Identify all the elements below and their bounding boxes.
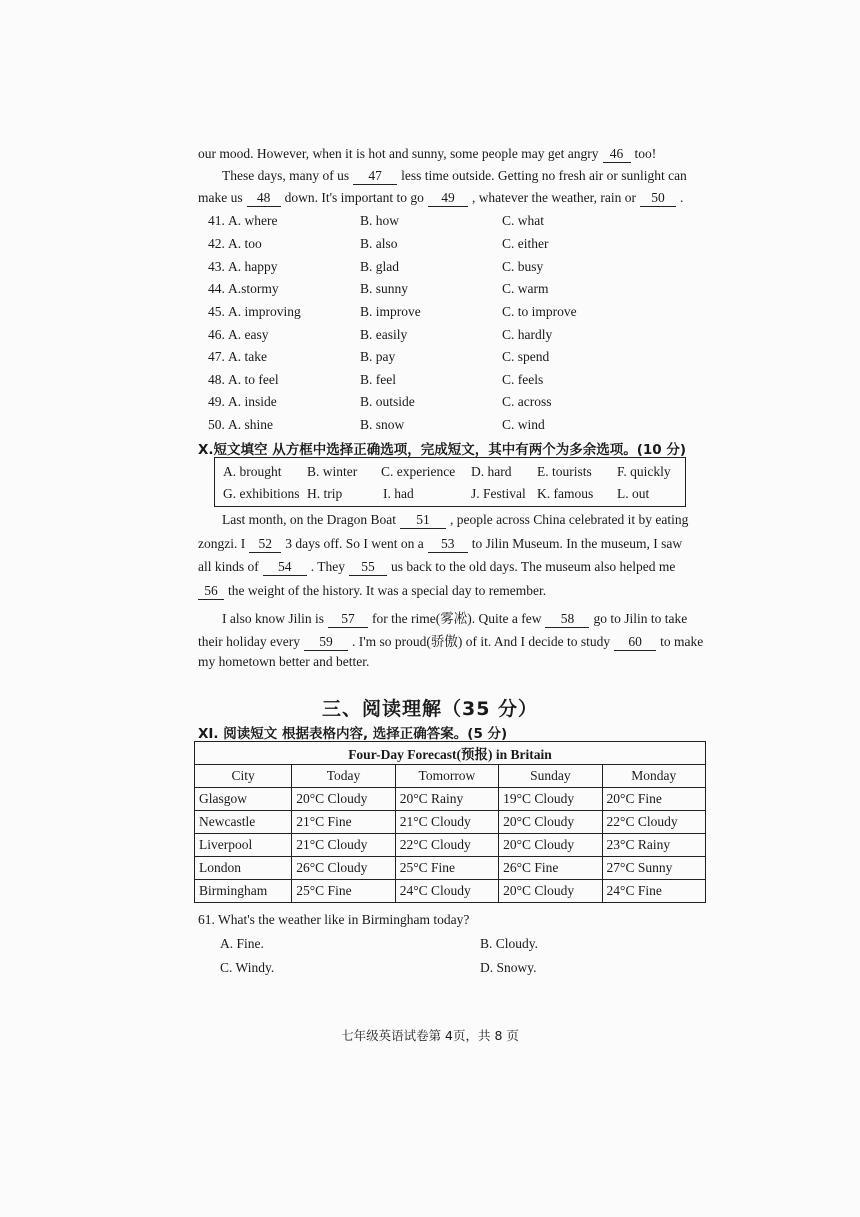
option-row-42: [208, 236, 608, 256]
option-b: B. how: [360, 213, 400, 228]
word-option: F. quickly: [617, 464, 671, 479]
option-row-47: [208, 349, 608, 369]
table-cell: 27°C Sunny: [602, 857, 705, 880]
option-c: C. either: [502, 236, 549, 251]
column-header: City: [195, 765, 292, 788]
table-cell: 21°C Cloudy: [395, 811, 498, 834]
option-a: A. easy: [228, 327, 269, 342]
option-a: A.stormy: [228, 281, 279, 296]
option-c: C. spend: [502, 349, 550, 364]
table-row: [195, 811, 706, 834]
option-c: C. hardly: [502, 327, 553, 342]
option-b: B. outside: [360, 394, 415, 409]
table-cell: 24°C Cloudy: [395, 880, 498, 903]
passage-text: us back to the old days. The museum also helped me: [391, 559, 676, 574]
passage-text: 3 days off. So I went on a: [285, 536, 424, 551]
question-61-option-c: C. Windy.: [220, 960, 275, 975]
table-row: [195, 857, 706, 880]
passage-x-line-7: [198, 654, 369, 670]
blank-60: 60: [614, 634, 656, 651]
option-row-45: [208, 304, 608, 324]
passage-x-line-6: [198, 630, 703, 651]
blank-49: 49: [428, 190, 468, 207]
word-option: C. experience: [381, 464, 456, 479]
word-option: I. had: [383, 486, 414, 501]
table-cell: 21°C Fine: [292, 811, 395, 834]
table-cell: London: [195, 857, 292, 880]
option-a: A. happy: [228, 259, 278, 274]
table-caption-row: [195, 742, 706, 765]
passage-x-line-2: [198, 536, 682, 553]
option-row-48: [208, 372, 608, 392]
passage-line-2: [222, 168, 687, 185]
word-option: H. trip: [307, 486, 343, 501]
table-cell: 20°C Cloudy: [292, 788, 395, 811]
word-option: D. hard: [471, 464, 512, 479]
word-option: J. Festival: [471, 486, 526, 501]
question-61-option-a: A. Fine.: [220, 936, 264, 951]
section-xi-heading: XI. 阅读短文 根据表格内容, 选择正确答案。(5 分): [198, 726, 508, 742]
passage-text: make us: [198, 190, 243, 205]
forecast-table: [194, 741, 706, 903]
part-3-title: 三、阅读理解（35 分）: [321, 698, 539, 720]
option-b: B. feel: [360, 372, 396, 387]
passage-text: my hometown better and better.: [198, 654, 370, 669]
table-cell: 26°C Fine: [499, 857, 602, 880]
option-row-46: [208, 327, 608, 347]
passage-text: , whatever the weather, rain or: [471, 190, 636, 205]
blank-46: 46: [603, 146, 631, 163]
passage-line-3: [198, 190, 683, 207]
passage-text: , people across China celebrated it by eating: [449, 512, 689, 527]
blank-56: 56: [198, 583, 224, 600]
table-row: [195, 788, 706, 811]
option-row-41: [208, 213, 608, 233]
passage-text: their holiday every: [198, 634, 300, 649]
word-option: L. out: [617, 486, 650, 501]
option-c: C. warm: [502, 281, 549, 296]
option-row-44: [208, 281, 608, 301]
passage-text: for the rime(雾凇). Quite a few: [372, 611, 542, 626]
blank-50: 50: [640, 190, 676, 207]
column-header: Today: [292, 765, 395, 788]
table-cell: 22°C Cloudy: [395, 834, 498, 857]
option-b: B. glad: [360, 259, 399, 274]
passage-text: .: [679, 190, 684, 205]
table-cell: Birmingham: [195, 880, 292, 903]
passage-text: go to Jilin to take: [593, 611, 688, 626]
blank-59: 59: [304, 634, 348, 651]
blank-55: 55: [349, 559, 387, 576]
passage-text: I also know Jilin is: [222, 611, 325, 626]
option-row-43: [208, 259, 608, 279]
question-number: 45.: [208, 304, 225, 319]
column-header: Sunday: [499, 765, 602, 788]
table-cell: 22°C Cloudy: [602, 811, 705, 834]
word-option: G. exhibitions: [223, 486, 300, 501]
blank-58: 58: [545, 611, 589, 628]
option-b: B. pay: [360, 349, 396, 364]
passage-text: less time outside. Getting no fresh air or sunlight can: [401, 168, 687, 183]
table-row: [195, 834, 706, 857]
table-row: [195, 880, 706, 903]
option-b: B. easily: [360, 327, 408, 342]
option-b: B. improve: [360, 304, 421, 319]
word-option: K. famous: [537, 486, 594, 501]
question-number: 48.: [208, 372, 225, 387]
passage-text: Last month, on the Dragon Boat: [222, 512, 396, 527]
passage-text: the weight of the history. It was a special day to remember.: [228, 583, 547, 598]
passage-x-line-5: [222, 607, 687, 628]
question-number: 44.: [208, 281, 225, 296]
passage-text: to make: [660, 634, 704, 649]
option-b: B. also: [360, 236, 398, 251]
question-number: 41.: [208, 213, 225, 228]
option-c: C. across: [502, 394, 552, 409]
blank-51: 51: [400, 512, 446, 529]
passage-text: down. It's important to go: [284, 190, 424, 205]
passage-x-line-4: [198, 583, 546, 600]
table-cell: 24°C Fine: [602, 880, 705, 903]
column-header: Tomorrow: [395, 765, 498, 788]
option-c: C. feels: [502, 372, 544, 387]
table-cell: 20°C Rainy: [395, 788, 498, 811]
option-a: A. take: [228, 349, 267, 364]
table-cell: 20°C Cloudy: [499, 811, 602, 834]
blank-52: 52: [249, 536, 281, 553]
option-c: C. busy: [502, 259, 544, 274]
passage-text: . I'm so proud(骄傲) of it. And I decide to study: [351, 634, 611, 649]
question-number: 43.: [208, 259, 225, 274]
passage-text: zongzi. I: [198, 536, 246, 551]
option-c: C. to improve: [502, 304, 577, 319]
table-cell: 26°C Cloudy: [292, 857, 395, 880]
blank-47: 47: [353, 168, 397, 185]
blank-53: 53: [428, 536, 468, 553]
question-number: 46.: [208, 327, 225, 342]
option-c: C. wind: [502, 417, 545, 432]
option-b: B. snow: [360, 417, 405, 432]
table-cell: 20°C Fine: [602, 788, 705, 811]
option-a: A. improving: [228, 304, 301, 319]
column-header: Monday: [602, 765, 705, 788]
table-cell: Liverpool: [195, 834, 292, 857]
table-cell: 25°C Fine: [292, 880, 395, 903]
table-header-row: [195, 765, 706, 788]
table-cell: 20°C Cloudy: [499, 880, 602, 903]
option-a: A. to feel: [228, 372, 279, 387]
option-c: C. what: [502, 213, 544, 228]
word-box: [214, 457, 686, 507]
passage-line-1: [198, 146, 656, 163]
table-cell: 21°C Cloudy: [292, 834, 395, 857]
option-row-50: [208, 417, 608, 437]
question-61-option-d: D. Snowy.: [480, 960, 537, 975]
option-row-49: [208, 394, 608, 414]
option-a: A. too: [228, 236, 262, 251]
word-option: E. tourists: [537, 464, 592, 479]
question-number: 50.: [208, 417, 225, 432]
table-cell: Glasgow: [195, 788, 292, 811]
passage-text: to Jilin Museum. In the museum, I saw: [471, 536, 683, 551]
option-a: A. where: [228, 213, 278, 228]
passage-text: . They: [310, 559, 345, 574]
option-a: A. inside: [228, 394, 277, 409]
word-option: A. brought: [223, 464, 282, 479]
table-cell: Newcastle: [195, 811, 292, 834]
question-number: 49.: [208, 394, 225, 409]
table-cell: 23°C Rainy: [602, 834, 705, 857]
passage-x-line-1: [222, 512, 688, 529]
option-b: B. sunny: [360, 281, 409, 296]
passage-text: These days, many of us: [222, 168, 350, 183]
page-footer: 七年级英语试卷第 4页，共 8 页: [341, 1028, 519, 1043]
blank-54: 54: [263, 559, 307, 576]
blank-48: 48: [247, 190, 281, 207]
table-cell: 19°C Cloudy: [499, 788, 602, 811]
table-cell: 20°C Cloudy: [499, 834, 602, 857]
option-a: A. shine: [228, 417, 273, 432]
question-number: 47.: [208, 349, 225, 364]
passage-text: too!: [634, 146, 657, 161]
word-option: B. winter: [307, 464, 358, 479]
blank-57: 57: [328, 611, 368, 628]
table-cell: 25°C Fine: [395, 857, 498, 880]
passage-x-line-3: [198, 559, 675, 576]
passage-text: all kinds of: [198, 559, 259, 574]
passage-text: our mood. However, when it is hot and sunny, some people may get angry: [198, 146, 599, 161]
question-number: 42.: [208, 236, 225, 251]
question-61-option-b: B. Cloudy.: [480, 936, 539, 951]
section-x-heading: X.短文填空 从方框中选择正确选项，完成短文，其中有两个为多余选项。(10 分): [198, 442, 687, 458]
question-61-stem: 61. What's the weather like in Birmingham today?: [198, 912, 470, 927]
table-caption: Four-Day Forecast(预报) in Britain: [195, 742, 706, 765]
